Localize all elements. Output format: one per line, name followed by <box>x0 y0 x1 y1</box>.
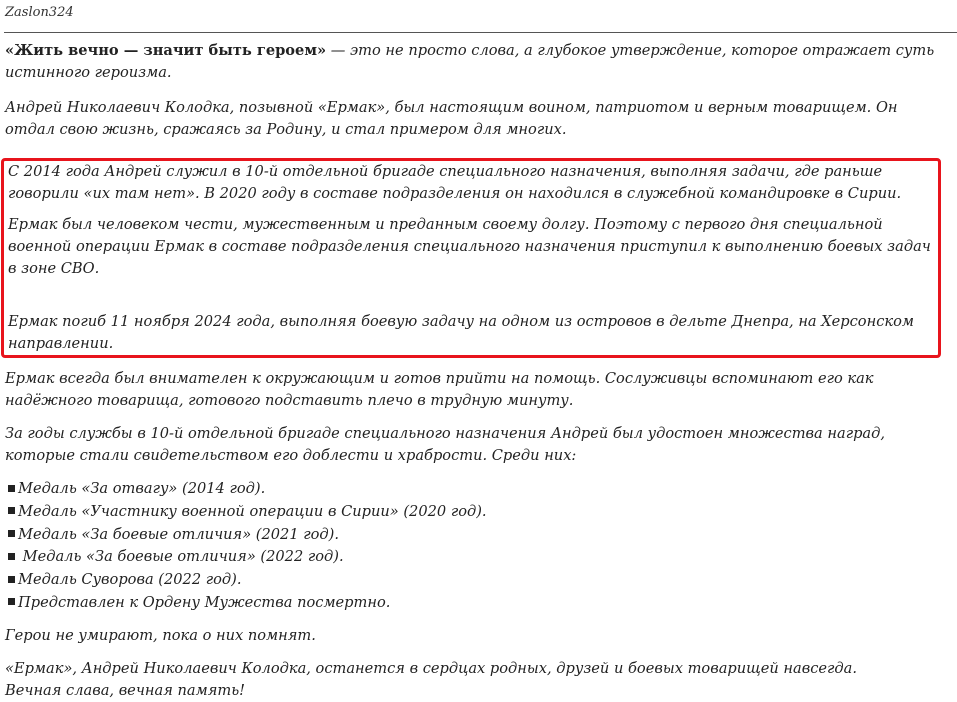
highlighted-selection <box>1 158 941 358</box>
header-divider <box>4 32 957 33</box>
intro-text: — это не просто слова, а глубокое утверждение, которое отражает суть истинного героизма. <box>5 42 935 81</box>
intro-paragraph <box>5 40 945 84</box>
awards-intro-paragraph: За годы службы в 10-й отдельной бригаде специального назначения Андрей был удостоен множества наград, которые стали свидетельством его доблести и храбрости. Среди них: <box>5 425 886 464</box>
intro-quote: «Жить вечно — значит быть героем» <box>5 42 327 59</box>
highlighted-paragraph-death: Ермак погиб 11 ноября 2024 года, выполняя боевую задачу на одном из островов в дельте Днепра, на Херсонском направлении. <box>8 313 914 352</box>
highlighted-paragraph-service: С 2014 года Андрей служил в 10-й отдельной бригаде специального назначения, выполняя задачи, где раньше говорили «их там нет». В 2020 году в составе подразделения он находился в служебной командировке в Сирии. <box>8 163 902 202</box>
post-body <box>5 40 945 702</box>
bullet-square-icon <box>8 485 15 492</box>
bullet-square-icon <box>8 507 15 514</box>
bullet-square-icon <box>8 553 15 560</box>
list-item: Медаль Суворова (2022 год). <box>5 569 945 591</box>
list-item: Медаль «За боевые отличия» (2021 год). <box>5 524 945 546</box>
list-item: Медаль «За боевые отличия» (2022 год). <box>5 546 945 568</box>
list-item: Медаль «За отвагу» (2014 год). <box>5 478 945 500</box>
bullet-square-icon <box>8 576 15 583</box>
closing-line-final: Вечная слава, вечная память! <box>5 681 246 699</box>
closing-line: «Ермак», Андрей Николаевич Колодка, останется в сердцах родных, друзей и боевых товарищей навсегда. <box>5 659 858 677</box>
highlighted-paragraph-svo: Ермак был человеком чести, мужественным и преданным своему долгу. Поэтому с первого дня специальной военной операции Ермак в составе подразделения специального назначения приступил к выполнению боевых задач в зоне СВО. <box>8 216 931 277</box>
list-item: Медаль «Участнику военной операции в Сирии» (2020 год). <box>5 501 945 523</box>
bio-paragraph: Андрей Николаевич Колодка, позывной «Ермак», был настоящим воином, патриотом и верным товарищем. Он отдал свою жизнь, сражаясь за Родину, и стал примером для многих. <box>5 99 898 138</box>
memory-paragraph: Герои не умирают, пока о них помнят. <box>5 626 316 644</box>
bullet-square-icon <box>8 530 15 537</box>
awards-list <box>5 478 945 614</box>
post-author[interactable]: Zaslon324 <box>5 5 74 20</box>
list-item: Представлен к Ордену Мужества посмертно. <box>5 592 945 614</box>
bullet-square-icon <box>8 598 15 605</box>
character-paragraph: Ермак всегда был внимателен к окружающим и готов прийти на помощь. Сослуживцы вспоминают его как надёжного товарища, готового подставить плечо в трудную минуту. <box>5 370 874 409</box>
